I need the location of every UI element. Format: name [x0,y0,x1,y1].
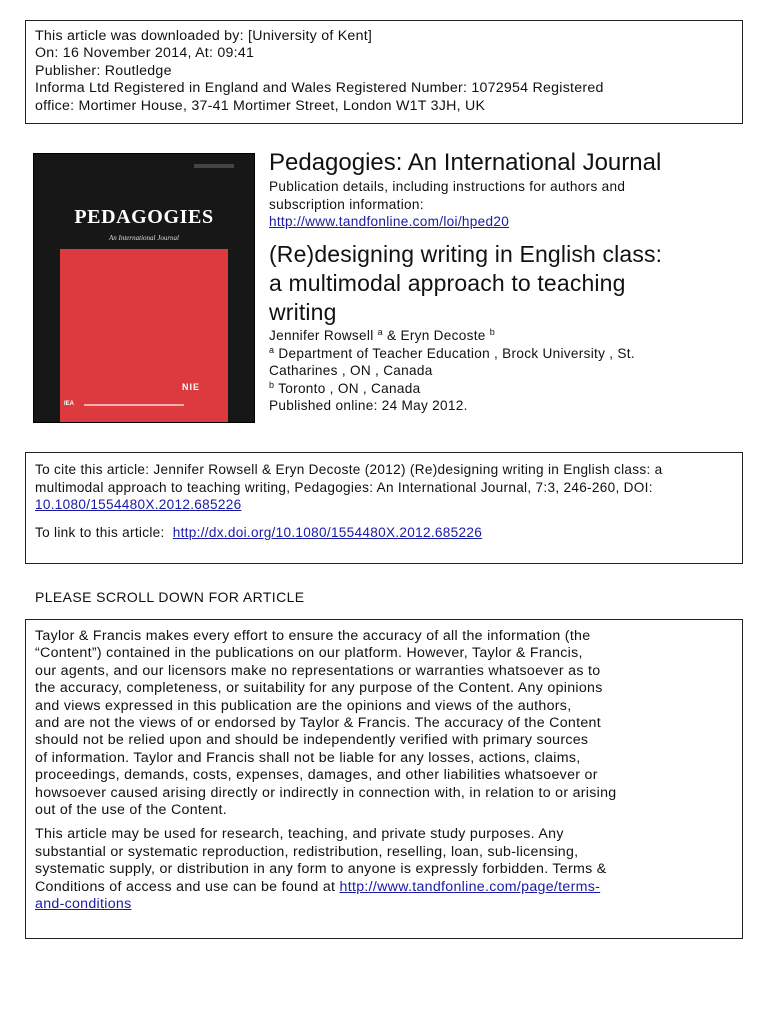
download-notice-line: On: 16 November 2014, At: 09:41 [35,45,255,62]
citation-text: To cite this article: Jennifer Rowsell & Eryn Decoste (2012) (Re)designing writing in English class: a [35,462,663,477]
article-title-line: writing [269,299,337,325]
cover-stripe [84,404,184,406]
affiliation-marker: b [269,379,275,390]
disclaimer-line: of information. Taylor and Francis shall not be liable for any losses, actions, claims, [35,749,581,766]
terms-link[interactable]: http://www.tandfonline.com/page/terms- [339,878,601,895]
terms-link-continued[interactable]: and-conditions [35,896,132,913]
affiliation-marker: a [269,344,275,355]
download-notice-line: office: Mortimer House, 37-41 Mortimer Street, London W1T 3JH, UK [35,97,486,114]
cover-subtitle: An International Journal [109,234,179,242]
journal-details-text: Publication details, including instructions for authors and [269,179,626,194]
affiliation-marker: b [489,327,496,337]
journal-url-link[interactable]: http://www.tandfonline.com/loi/hped20 [269,214,510,230]
doi-link[interactable]: 10.1080/1554480X.2012.685226 [35,497,242,513]
disclaimer-line: “Content”) contained in the publications on our platform. However, Taylor & Francis, [35,645,583,662]
disclaimer-box [25,619,743,939]
disclaimer-line: should not be relied upon and should be independently verified with primary sources [35,732,589,749]
disclaimer-line: and views expressed in this publication are the opinions and views of the authors, [35,697,572,714]
journal-title: Pedagogies: An International Journal [269,149,662,176]
article-title-line: a multimodal approach to teaching [269,270,626,296]
author-name: Jennifer Rowsell [269,328,374,343]
scroll-notice: PLEASE SCROLL DOWN FOR ARTICLE [35,589,305,605]
disclaimer-line: and are not the views of or endorsed by Taylor & Francis. The accuracy of the Content [35,715,601,732]
citation-text: multimodal approach to teaching writing, Pedagogies: An International Journal, 7:3, 246-260, DOI: [35,479,653,495]
cover-publisher-logo: NIE [182,382,201,392]
download-notice-line: Informa Ltd Registered in England and Wales Registered Number: 1072954 Registered [35,80,604,97]
affiliation-text: Department of Teacher Education , Brock University , St. [278,345,635,361]
author-separator: & [382,328,401,343]
disclaimer-paragraph [35,628,733,819]
article-link-label: To link to this article: [35,524,165,540]
disclaimer-line: out of the use of the Content. [35,802,227,819]
disclaimer-line: Taylor & Francis makes every effort to ensure the accuracy of all the information (the [35,628,591,644]
terms-line [35,879,733,896]
author-line [269,327,635,345]
cover-society-logo: IEA [64,401,75,407]
disclaimer-line: our agents, and our licensors make no representations or warranties whatsoever as to [35,662,601,679]
affiliation-line [269,380,635,398]
affiliation-line: Catharines , ON , Canada [269,363,433,379]
affiliation-text: Toronto , ON , Canada [278,380,421,396]
citation-box [25,452,743,564]
article-link-row [35,524,733,542]
article-link[interactable]: http://dx.doi.org/10.1080/1554480X.2012.685226 [172,524,483,540]
terms-line: This article may be used for research, teaching, and private study purposes. Any [35,826,564,843]
cover-red-panel [60,249,228,422]
journal-details-text: subscription information: [269,196,424,212]
terms-prefix: Conditions of access and use can be found at [35,878,340,895]
terms-line: systematic supply, or distribution in any form to anyone is expressly forbidden. Terms & [35,861,607,878]
disclaimer-line: proceedings, demands, costs, expenses, damages, and other liabilities whatsoever or [35,767,598,784]
cover-title: PEDAGOGIES [74,206,214,228]
download-notice-box [25,20,743,124]
disclaimer-line: howsoever caused arising directly or indirectly in connection with, in relation to or arising [35,784,617,801]
affiliation-line [269,345,635,363]
author-name: Eryn Decoste [400,328,486,343]
download-notice-line: Publisher: Routledge [35,62,172,79]
published-date: Published online: 24 May 2012. [269,398,468,414]
terms-line: substantial or systematic reproduction, redistribution, reselling, loan, sub-licensing, [35,843,579,860]
article-title [269,240,662,327]
disclaimer-line: the accuracy, completeness, or suitability for any purpose of the Content. Any opinions [35,680,603,697]
affiliation-marker: a [377,327,383,337]
journal-details [269,178,625,231]
terms-paragraph [35,826,733,913]
download-notice-line: This article was downloaded by: [University of Kent] [35,28,373,44]
journal-cover-image [33,153,255,423]
authors-block [269,327,635,415]
article-title-line: (Re)designing writing in English class: [269,241,663,267]
cover-tag [194,164,234,168]
